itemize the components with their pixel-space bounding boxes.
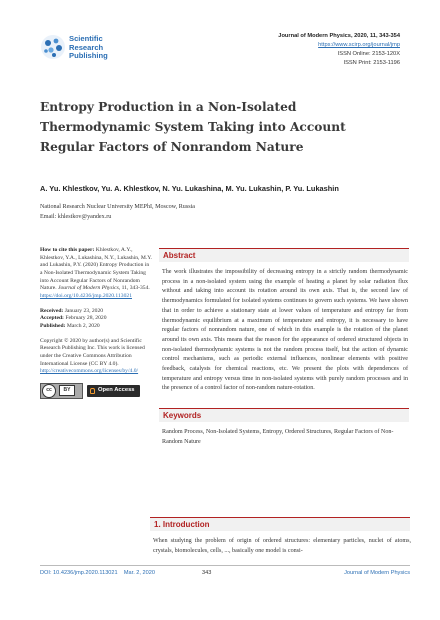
published-label: Published:	[40, 322, 66, 329]
journal-url-link[interactable]: https://www.scirp.org/journal/jmp	[318, 42, 400, 48]
open-access-badge[interactable]	[87, 385, 140, 397]
footer-doi	[40, 570, 155, 576]
authors: A. Yu. Khlestkov, Yu. A. Khlestkov, N. Yu. Lukashina, M. Yu. Lukashin, P. Yu. Lukashin	[40, 184, 339, 193]
citation-volume: , 11, 343-354.	[118, 285, 150, 292]
citation-journal: Journal of Modern Physics	[58, 285, 119, 292]
accepted-label: Accepted:	[40, 315, 64, 322]
citation-label: How to cite this paper:	[40, 247, 95, 253]
publisher-name-line: Publishing	[69, 51, 108, 61]
introduction-heading: 1. Introduction	[154, 520, 210, 529]
title-line: Regular Factors of Nonrandom Nature	[40, 140, 304, 154]
cc-by-badge-icon[interactable]	[40, 383, 83, 399]
copyright	[40, 338, 152, 376]
footer-divider	[40, 565, 410, 566]
issn-print: ISSN Print: 2153-1196	[343, 60, 400, 66]
open-access-label: Open Access	[98, 387, 135, 394]
affiliation: National Research Nuclear University MEPhI, Moscow, Russia	[40, 204, 195, 210]
publisher-logo-icon	[40, 34, 66, 60]
title-line: Thermodynamic System Taking into Account	[40, 120, 346, 134]
issn-online: ISSN Online: 2153-120X	[337, 51, 400, 57]
title-line: Entropy Production in a Non-Isolated	[40, 100, 297, 114]
published-date: March 2, 2020	[66, 322, 100, 329]
citation	[40, 247, 152, 301]
abstract-column	[159, 248, 409, 448]
introduction-heading-bar	[150, 517, 410, 531]
keywords-text: Random Process, Non-Isolated Systems, Entropy, Ordered Structures, Regular Factors of Non-Random Nature	[162, 429, 394, 445]
license-link[interactable]: http://creativecommons.org/licenses/by/4.0/	[40, 368, 139, 375]
email: Email: khlestkov@yandex.ru	[40, 213, 112, 220]
citation-text: Khlestkov, A.Y., Khlestkov, Y.A., Lukashina, N.Y., Lukashin, M.Y. and Lukashin, P.Y. (2020) Entropy Production in a Non-Isolated Thermodynamic System Taking into Account Regular Factors of Nonrandom Nature.	[40, 247, 152, 292]
abstract-text: The work illustrates the impossibility of decreasing entropy in a strictly random thermodynamic process in a non-isolated system using the example of heating a planet by solar radiation flux without and taking into account its rotation around its own axis. That is, the second law of thermodynamics formulated for isolated systems continues to govern such systems. We have shown that in order to achieve a stationary state at lower values of temperature and entropy far from thermodynamic equilibrium at a maximum of temperature and entropy, it is necessary to have regular factors of nonrandom nature, one of which in this example is the rotation of the planet around its own axis. This means that the reason for the appearance of ordered structured objects in non-isolated thermodynamic systems is not the random process itself, but the action of dynamic control mechanisms, such as periodic external influences, nonlinear elements with positive feedback, catalysts for chemical reactions, etc. We present the plots with dependences of temperature and entropy versus time in non-isolated systems with purely random processes and in the presence of a control factor of non-random nature-rotation.	[162, 269, 408, 392]
journal-info	[278, 32, 400, 68]
abstract-heading-bar	[159, 248, 409, 262]
open-lock-icon	[90, 388, 95, 394]
received-date: January 23, 2020	[64, 307, 104, 314]
dates	[40, 308, 152, 331]
citation-doi-link[interactable]: https://doi.org/10.4236/jmp.2020.113021	[40, 292, 132, 299]
introduction-text: When studying the problem of origin of ordered structures: elementary particles, nuclei of atoms, crystals, biomolecules, cells, ..., basically one model is consi-	[153, 538, 411, 554]
accepted-date: February 28, 2020	[65, 315, 107, 322]
footer-doi-text: DOI: 10.4236/jmp.2020.113021	[40, 570, 118, 576]
publisher-name	[69, 35, 108, 61]
badges	[40, 383, 152, 399]
page-number: 343	[202, 570, 212, 576]
affiliation-block	[40, 203, 195, 222]
keywords-heading: Keywords	[163, 411, 202, 421]
publisher-name-line: Research	[69, 42, 104, 52]
cc-icon: cc	[42, 384, 56, 398]
by-icon: BY	[59, 385, 75, 396]
keywords-heading-bar	[159, 408, 409, 422]
copyright-text: Copyright © 2020 by author(s) and Scientific Research Publishing Inc. This work is licensed under the Creative Commons Attribution International License (CC BY 4.0).	[40, 337, 145, 367]
footer-date: Mar. 2, 2020	[123, 570, 155, 576]
publisher-name-line: Scientific	[69, 34, 103, 43]
journal-reference: Journal of Modern Physics, 2020, 11, 343-354	[278, 33, 400, 39]
publisher-logo	[40, 32, 160, 64]
received-label: Received:	[40, 307, 64, 314]
abstract-heading: Abstract	[163, 251, 196, 260]
paper-title	[40, 97, 410, 157]
article-info-sidebar	[40, 247, 152, 399]
footer-journal: Journal of Modern Physics	[344, 570, 410, 576]
